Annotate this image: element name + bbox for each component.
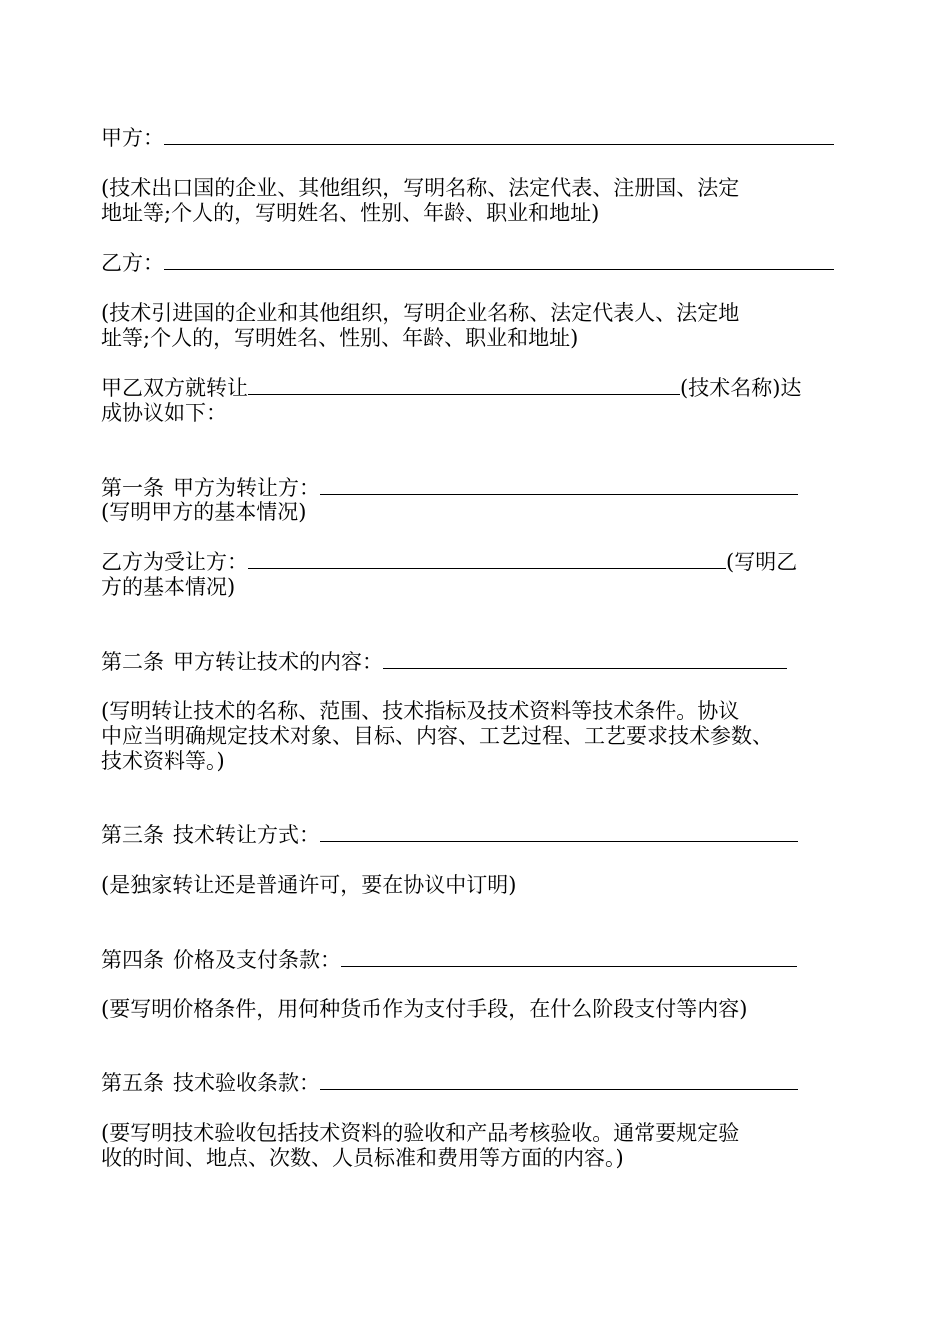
party-b-label: 乙方： (101, 251, 164, 275)
article1-text: 甲方为转让方： (173, 476, 320, 500)
article3-text: 技术转让方式： (173, 823, 320, 847)
intro-suffix: (技术名称)达 (680, 376, 802, 400)
article1-b-line (101, 550, 797, 574)
article1-b-text: 乙方为受让方： (101, 550, 248, 574)
article5-line (101, 1071, 798, 1095)
intro-prefix: 甲乙双方就转让 (101, 376, 248, 400)
article5-number: 第五条 (101, 1071, 164, 1095)
article1-blank[interactable] (320, 478, 798, 495)
article2-blank[interactable] (383, 652, 787, 669)
party-a-line (101, 126, 834, 150)
article3-note: (是独家转让还是普通许可，要在协议中订明) (101, 873, 517, 897)
party-a-label: 甲方： (101, 126, 164, 150)
party-a-note-line2: 地址等;个人的，写明姓名、性别、年龄、职业和地址) (101, 201, 600, 225)
party-b-blank[interactable] (164, 253, 834, 270)
party-b-note-line2: 址等;个人的，写明姓名、性别、年龄、职业和地址) (101, 326, 579, 350)
article2-note-line1: (写明转让技术的名称、范围、技术指标及技术资料等技术条件。协议 (101, 699, 740, 723)
intro-line1 (101, 376, 801, 400)
article2-note-line2: 中应当明确规定技术对象、目标、内容、工艺过程、工艺要求技术参数、 (101, 724, 773, 748)
article1-line (101, 476, 798, 500)
party-a-note-line1: (技术出口国的企业、其他组织，写明名称、法定代表、注册国、法定 (101, 176, 740, 200)
intro-line2: 成协议如下： (101, 401, 227, 425)
article1-b-blank[interactable] (248, 552, 726, 569)
party-b-line (101, 251, 834, 275)
article3-number: 第三条 (101, 823, 164, 847)
article2-number: 第二条 (101, 650, 164, 674)
article5-note-line2: 收的时间、地点、次数、人员标准和费用等方面的内容。) (101, 1146, 624, 1170)
party-b-note-line1: (技术引进国的企业和其他组织，写明企业名称、法定代表人、法定地 (101, 301, 740, 325)
article1-b-suffix: (写明乙 (726, 550, 798, 574)
article4-blank[interactable] (341, 950, 797, 967)
party-a-blank[interactable] (164, 128, 834, 145)
article1-b-line2: 方的基本情况) (101, 575, 236, 599)
article4-note: (要写明价格条件，用何种货币作为支付手段，在什么阶段支付等内容) (101, 997, 748, 1021)
article2-note-line3: 技术资料等。) (101, 749, 225, 773)
technology-name-blank[interactable] (248, 378, 680, 395)
article4-number: 第四条 (101, 948, 164, 972)
article1-note: (写明甲方的基本情况) (101, 500, 307, 524)
article4-line (101, 948, 797, 972)
article5-note-line1: (要写明技术验收包括技术资料的验收和产品考核验收。通常要规定验 (101, 1121, 740, 1145)
article4-text: 价格及支付条款： (173, 948, 341, 972)
article1-number: 第一条 (101, 476, 164, 500)
article2-text: 甲方转让技术的内容： (173, 650, 383, 674)
article2-line (101, 650, 787, 674)
article3-blank[interactable] (320, 825, 798, 842)
article3-line (101, 823, 798, 847)
article5-blank[interactable] (320, 1073, 798, 1090)
article5-text: 技术验收条款： (173, 1071, 320, 1095)
